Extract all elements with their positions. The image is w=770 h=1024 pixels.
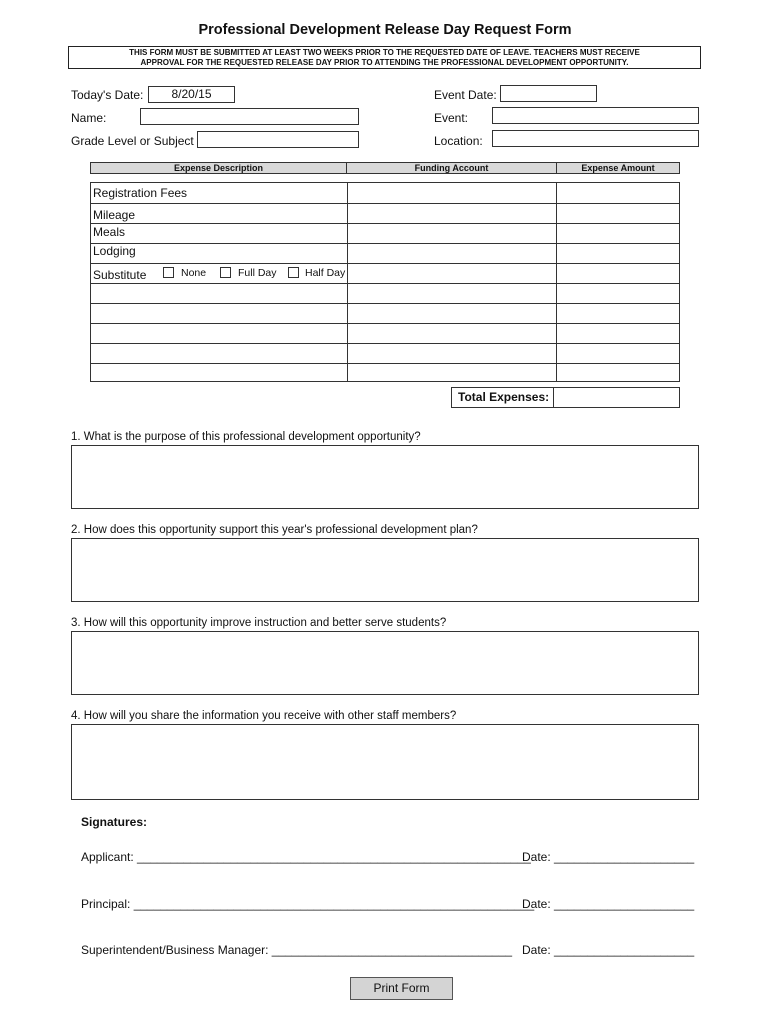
form-title: Professional Development Release Day Request Form — [198, 22, 572, 38]
todays-date-input[interactable]: 8/20/15 — [148, 86, 235, 103]
superintendent-date-line: Date: _____________________ — [522, 943, 695, 957]
submission-notice — [68, 46, 701, 69]
substitute-none-label: None — [181, 267, 207, 279]
substitute-half-day-checkbox[interactable] — [288, 267, 299, 278]
applicant-date-line: Date: _____________________ — [522, 850, 695, 864]
substitute-none-checkbox[interactable] — [163, 267, 174, 278]
answer-3-textarea[interactable] — [71, 631, 699, 695]
expense-row-mileage: Mileage — [93, 208, 136, 222]
question-4: 4. How will you share the information you receive with other staff members? — [71, 710, 457, 722]
location-label: Location: — [434, 134, 483, 148]
header-funding-account: Funding Account — [346, 162, 557, 174]
expense-row-meals: Meals — [93, 225, 126, 239]
question-2: 2. How does this opportunity support this year's professional development plan? — [71, 524, 478, 536]
answer-4-textarea[interactable] — [71, 724, 699, 800]
name-input[interactable] — [140, 108, 359, 125]
notice-line-2: APPROVAL FOR THE REQUESTED RELEASE DAY PRIOR TO ATTENDING THE PROFESSIONAL DEVELOPMENT OPPORTUNITY. — [140, 58, 629, 67]
question-3: 3. How will this opportunity improve instruction and better serve students? — [71, 617, 447, 629]
expense-row-registration: Registration Fees — [93, 186, 188, 200]
total-expenses-label: Total Expenses: — [451, 387, 554, 408]
question-1: 1. What is the purpose of this professional development opportunity? — [71, 431, 421, 443]
notice-line-1: THIS FORM MUST BE SUBMITTED AT LEAST TWO WEEKS PRIOR TO THE REQUESTED DATE OF LEAVE. TEACHERS MUST RECEIVE — [129, 48, 640, 57]
expense-row-substitute: Substitute — [93, 268, 147, 282]
event-label: Event: — [434, 111, 469, 125]
expense-table — [90, 182, 680, 382]
answer-2-textarea[interactable] — [71, 538, 699, 602]
event-input[interactable] — [492, 107, 699, 124]
substitute-full-day-label: Full Day — [238, 267, 277, 279]
location-input[interactable] — [492, 130, 699, 147]
grade-subject-input[interactable] — [197, 131, 359, 148]
signatures-heading: Signatures: — [81, 815, 148, 829]
answer-1-textarea[interactable] — [71, 445, 699, 509]
header-expense-amount: Expense Amount — [556, 162, 680, 174]
principal-date-line: Date: _____________________ — [522, 897, 695, 911]
print-form-button[interactable]: Print Form — [350, 977, 453, 1000]
applicant-signature-line: Applicant: ___________________________________________________________ — [81, 850, 531, 864]
expense-row-lodging: Lodging — [93, 244, 136, 258]
substitute-full-day-checkbox[interactable] — [220, 267, 231, 278]
superintendent-signature-line: Superintendent/Business Manager: ____________________________________ — [81, 943, 513, 957]
principal-signature-line: Principal: ____________________________________________________________ — [81, 897, 535, 911]
todays-date-label: Today's Date: — [71, 88, 144, 102]
event-date-label: Event Date: — [434, 88, 497, 102]
substitute-half-day-label: Half Day — [305, 267, 346, 279]
header-expense-description: Expense Description — [90, 162, 347, 174]
total-expenses-input[interactable] — [553, 387, 680, 408]
grade-subject-label: Grade Level or Subject — [71, 134, 194, 148]
event-date-input[interactable] — [500, 85, 597, 102]
name-label: Name: — [71, 111, 107, 125]
